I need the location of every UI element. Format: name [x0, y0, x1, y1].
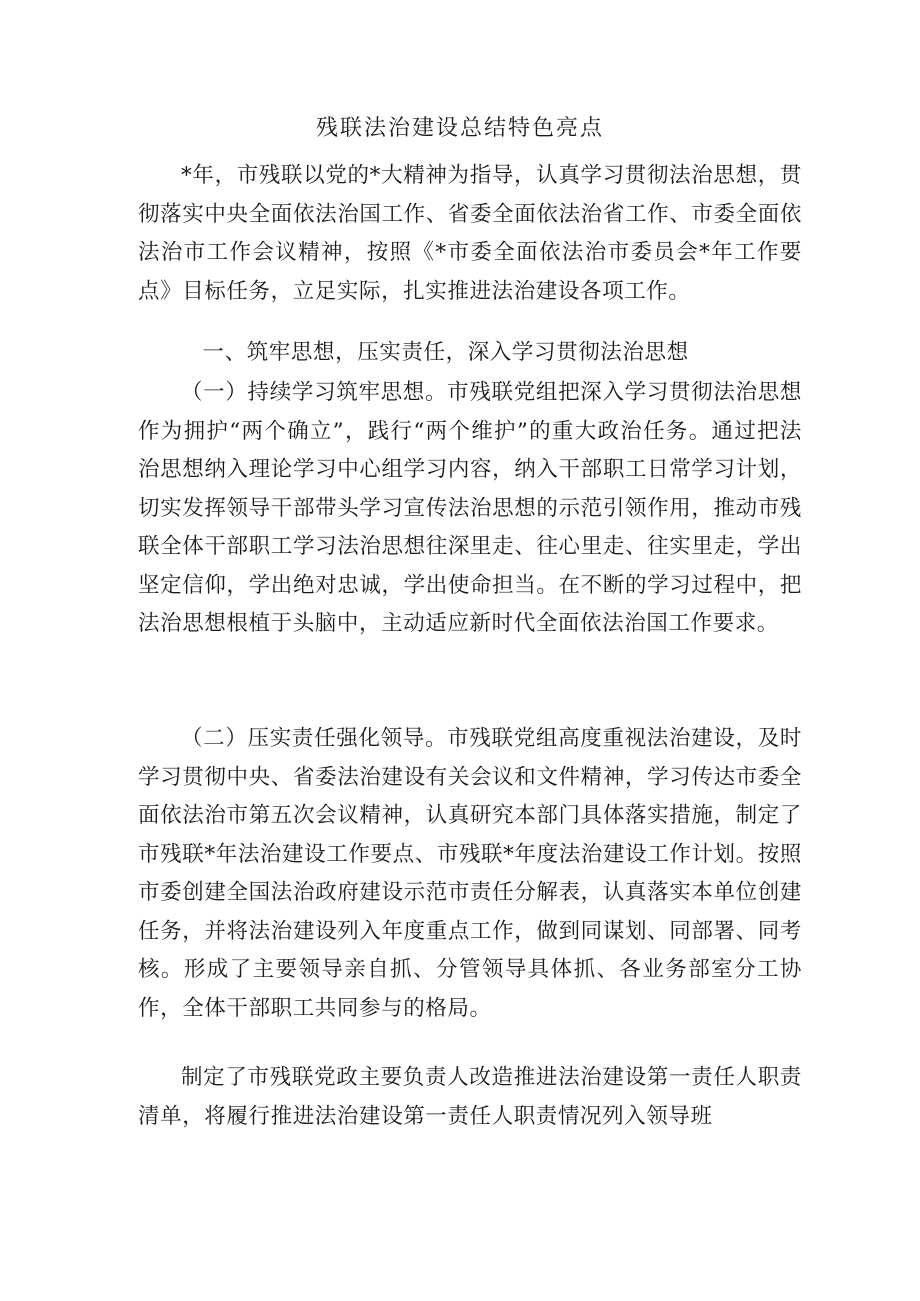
section-heading-1: 一、筑牢思想，压实责任，深入学习贯彻法治思想 [202, 340, 689, 365]
body-paragraph-continuation: 制定了市残联党政主要负责人改造推进法治建设第一责任人职责清单，将履行推进法治建设第一责任人职责情况列入领导班 [138, 1065, 802, 1129]
subsection-paragraph-1: （一）持续学习筑牢思想。市残联党组把深入学习贯彻法治思想作为拥护“两个确立”，践行“两个维护”的重大政治任务。通过把法治思想纳入理论学习中心组学习内容，纳入干部职工日常学习计划，切实发挥领导干部带头学习宣传法治思想的示范引领作用，推动市残联全体干部职工学习法治思想往深里走、往心里走、往实里走，学出坚定信仰，学出绝对忠诚，学出使命担当。在不断的学习过程中，把法治思想根植于头脑中，主动适应新时代全面依法治国工作要求。 [138, 380, 802, 636]
document-title: 残联法治建设总结特色亮点 [315, 116, 604, 141]
subsection-paragraph-2: （二）压实责任强化领导。市残联党组高度重视法治建设，及时学习贯彻中央、省委法治建设有关会议和文件精神，学习传达市委全面依法治市第五次会议精神，认真研究本部门具体落实措施，制定了市残联*年法治建设工作要点、市残联*年度法治建设工作计划。按照市委创建全国法治政府建设示范市责任分解表，认真落实本单位创建任务，并将法治建设列入年度重点工作，做到同谋划、同部署、同考核。形成了主要领导亲自抓、分管领导具体抓、各业务部室分工协作，全体干部职工共同参与的格局。 [138, 726, 802, 1021]
intro-paragraph: *年，市残联以党的*大精神为指导，认真学习贯彻法治思想，贯彻落实中央全面依法治国工作、省委全面依法治省工作、市委全面依法治市工作会议精神，按照《*市委全面依法治市委员会*年工作要点》目标任务，立足实际，扎实推进法治建设各项工作。 [138, 163, 802, 304]
